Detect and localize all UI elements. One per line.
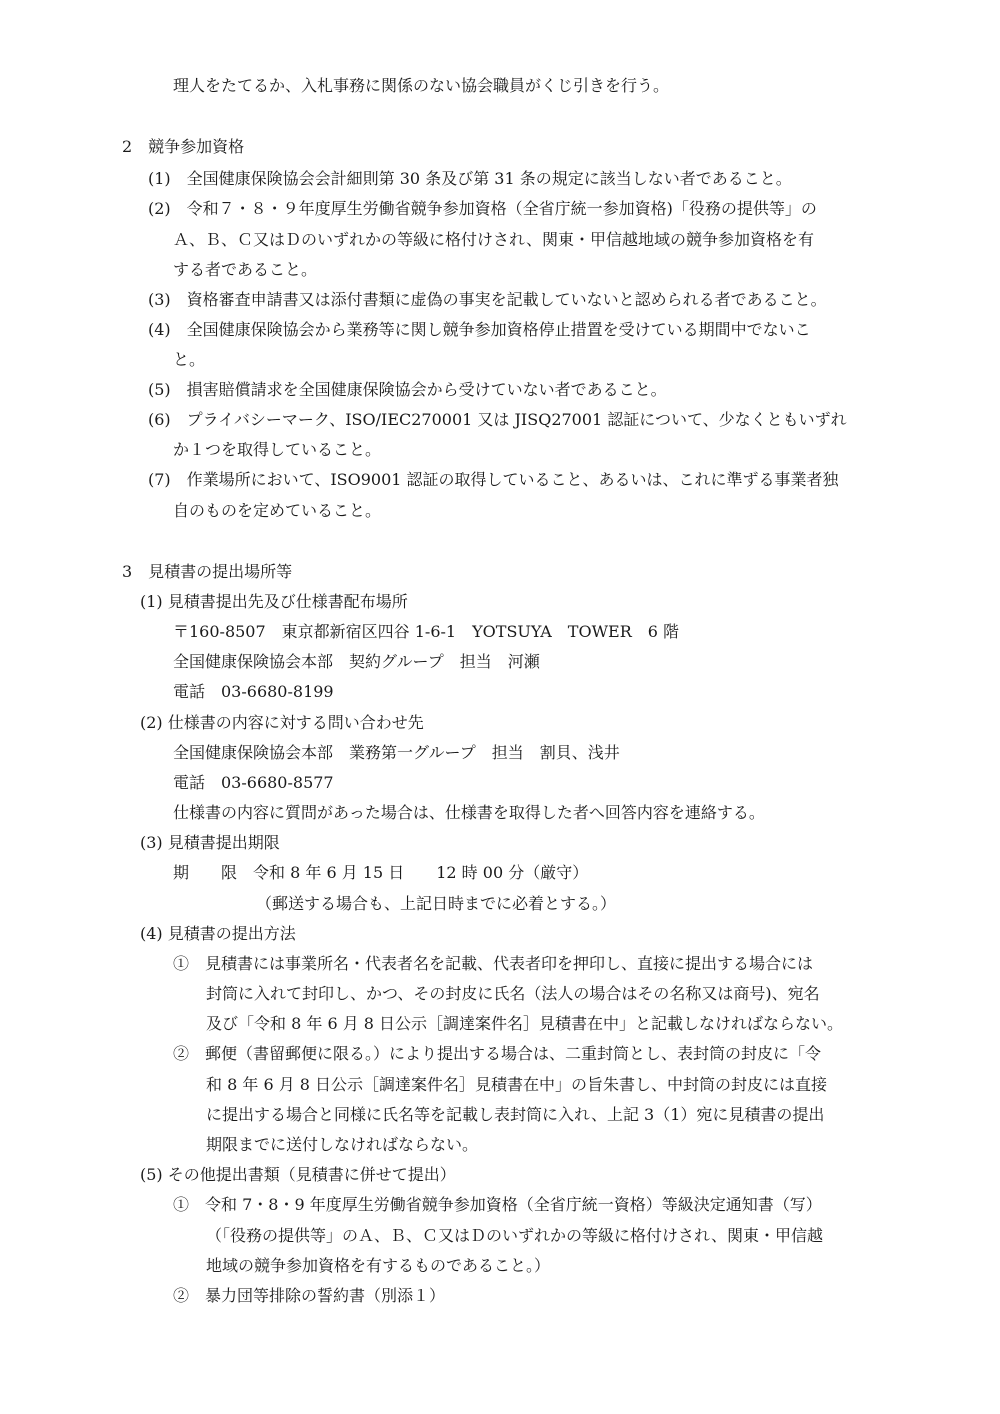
list-item: (6) プライバシーマーク、ISO/IEC270001 又は JISQ27001 認証について、少なくともいずれ bbox=[148, 410, 847, 429]
section-heading: 2 競争参加資格 bbox=[122, 137, 245, 156]
deadline-line: 期 限 令和 8 年 6 月 15 日 12 時 00 分（厳守） bbox=[173, 863, 589, 882]
list-item: (1) 全国健康保険協会会計細則第 30 条及び第 31 条の規定に該当しない者であること。 bbox=[148, 169, 792, 188]
subsection-heading: (3) 見積書提出期限 bbox=[140, 833, 280, 852]
text-line: 地域の競争参加資格を有するものであること。） bbox=[206, 1256, 551, 1275]
text-line: 自のものを定めていること。 bbox=[173, 501, 382, 520]
text-line: （郵送する場合も、上記日時までに必着とする。） bbox=[256, 894, 617, 913]
text-line: 仕様書の内容に質問があった場合は、仕様書を取得した者へ回答内容を連絡する。 bbox=[173, 803, 765, 822]
list-item: ② 暴力団等排除の誓約書（別添１） bbox=[173, 1286, 446, 1305]
list-item: (7) 作業場所において、ISO9001 認証の取得していること、あるいは、これに準ずる事業者独 bbox=[148, 470, 839, 489]
subsection-heading: (4) 見積書の提出方法 bbox=[140, 924, 296, 943]
list-item: ① 令和 7・8・9 年度厚生労働省競争参加資格（全省庁統一資格）等級決定通知書（写） bbox=[173, 1195, 822, 1214]
subsection-heading: (1) 見積書提出先及び仕様書配布場所 bbox=[140, 592, 408, 611]
list-item: (2) 令和７・８・９年度厚生労働省競争参加資格（全省庁統一参加資格)「役務の提供等」の bbox=[148, 199, 817, 218]
list-item: (4) 全国健康保険協会から業務等に関し競争参加資格停止措置を受けている期間中でないこ bbox=[148, 320, 811, 339]
section-heading: 3 見積書の提出場所等 bbox=[122, 562, 293, 581]
list-item: ① 見積書には事業所名・代表者名を記載、代表者印を押印し、直接に提出する場合には bbox=[173, 954, 814, 973]
text-line: 及び「令和 8 年 6 月 8 日公示［調達案件名］見積書在中」と記載しなければならない。 bbox=[206, 1014, 844, 1033]
address-line: 〒160-8507 東京都新宿区四谷 1-6-1 YOTSUYA TOWER 6 階 bbox=[173, 622, 680, 641]
text-line: と。 bbox=[173, 350, 206, 369]
subsection-heading: (2) 仕様書の内容に対する問い合わせ先 bbox=[140, 713, 424, 732]
text-line: 期限までに送付しなければならない。 bbox=[206, 1135, 479, 1154]
text-line: 理人をたてるか、入札事務に関係のない協会職員がくじ引きを行う。 bbox=[173, 76, 670, 95]
text-line: 封筒に入れて封印し、かつ、その封皮に氏名（法人の場合はその名称又は商号)、宛名 bbox=[206, 984, 820, 1003]
text-line: に提出する場合と同様に氏名等を記載し表封筒に入れ、上記 3（1）宛に見積書の提出 bbox=[206, 1105, 825, 1124]
text-line: 和 8 年 6 月 8 日公示［調達案件名］見積書在中」の旨朱書し、中封筒の封皮には直接 bbox=[206, 1075, 828, 1094]
contact-line: 全国健康保険協会本部 契約グループ 担当 河瀬 bbox=[173, 652, 540, 671]
phone-line: 電話 03-6680-8577 bbox=[173, 773, 334, 792]
contact-line: 全国健康保険協会本部 業務第一グループ 担当 割貝、浅井 bbox=[173, 743, 620, 762]
list-item: (5) 損害賠償請求を全国健康保険協会から受けていない者であること。 bbox=[148, 380, 667, 399]
list-item: ② 郵便（書留郵便に限る。）により提出する場合は、二重封筒とし、表封筒の封皮に「令 bbox=[173, 1044, 822, 1063]
subsection-heading: (5) その他提出書類（見積書に併せて提出） bbox=[140, 1165, 456, 1184]
text-line: （「役務の提供等」のＡ、Ｂ、Ｃ又はＤのいずれかの等級に格付けされ、関東・甲信越 bbox=[206, 1226, 823, 1245]
text-line: か１つを取得していること。 bbox=[173, 440, 382, 459]
text-line: する者であること。 bbox=[173, 260, 318, 279]
phone-line: 電話 03-6680-8199 bbox=[173, 682, 334, 701]
text-line: Ａ、Ｂ、Ｃ又はＤのいずれかの等級に格付けされ、関東・甲信越地域の競争参加資格を有 bbox=[173, 230, 814, 249]
list-item: (3) 資格審査申請書又は添付書類に虚偽の事実を記載していないと認められる者であること。 bbox=[148, 290, 827, 309]
